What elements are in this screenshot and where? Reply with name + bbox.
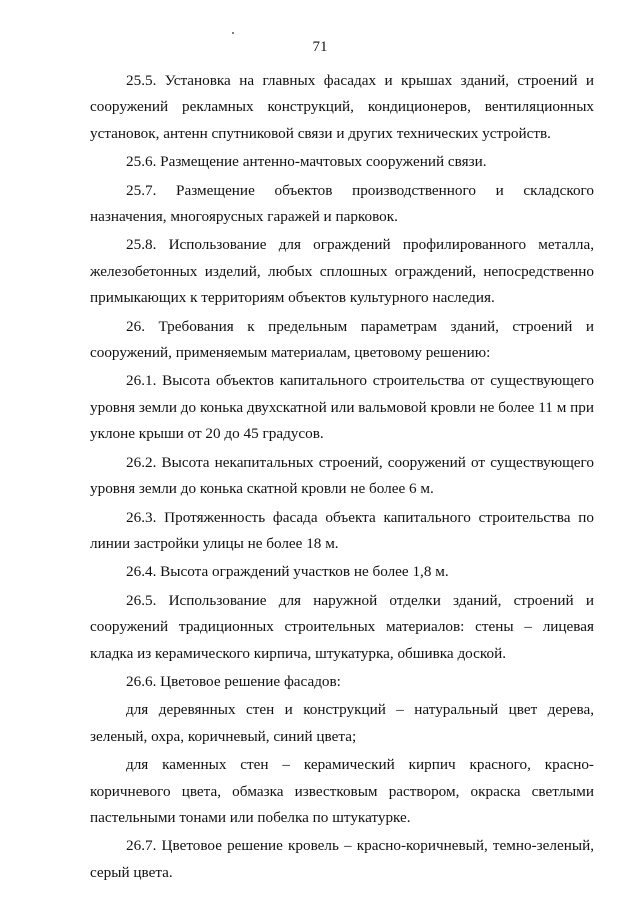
paragraph-wooden-walls: для деревянных стен и конструкций – натуральный цвет дерева, зеленый, охра, коричневый, синий цвета;	[90, 701, 594, 745]
paragraph-26-5: 26.5. Использование для наружной отделки зданий, строений и сооружений традиционных строительных материалов: стены – лицевая кладка из керамического кирпича, штукатурка, обшивка доской.	[90, 591, 594, 662]
paragraph-25-7: 25.7. Размещение объектов производственного и складского назначения, многоярусных гаражей и парковок.	[90, 181, 594, 226]
page-number: 71	[312, 39, 328, 55]
document-body	[90, 68, 594, 888]
paragraph-25-6: 25.6. Размещение антенно-мачтовых сооружений связи.	[126, 153, 487, 171]
paragraph-stone-walls: для каменных стен – керамический кирпич красного, красно-коричневого цвета, обмазка известковым раствором, окраска светлыми пастельными тонами или побелка по штукатурке.	[90, 756, 594, 826]
paragraph-26-3: 26.3. Протяженность фасада объекта капитального строительства по линии застройки улицы не более 18 м.	[90, 508, 594, 552]
paragraph-26-7: 26.7. Цветовое решение кровель – красно-коричневый, темно-зеленый, серый цвета.	[90, 837, 594, 881]
paragraph-26-6: 26.6. Цветовое решение фасадов:	[126, 672, 341, 690]
paragraph-26: 26. Требования к предельным параметрам зданий, строений и сооружений, применяемым материалам, цветовому решению:	[90, 317, 594, 362]
scan-speck	[232, 32, 234, 34]
paragraph-26-4: 26.4. Высота ограждений участков не более 1,8 м.	[126, 563, 449, 581]
paragraph-25-8: 25.8. Использование для ограждений профилированного металла, железобетонных изделий, любых сплошных ограждений, непосредственно примыкающих к территориям объектов культурного наследия.	[90, 236, 594, 307]
paragraph-26-2: 26.2. Высота некапитальных строений, сооружений от существующего уровня земли до конька скатной кровли не более 6 м.	[90, 453, 594, 498]
paragraph-25-5: 25.5. Установка на главных фасадах и крышах зданий, строений и сооружений рекламных конструкций, кондиционеров, вентиляционных установок, антенн спутниковой связи и других технических устройств.	[90, 72, 594, 142]
paragraph-26-1: 26.1. Высота объектов капитального строительства от существующего уровня земли до конька двухскатной или вальмовой кровли не более 11 м при уклоне крыши от 20 до 45 градусов.	[90, 372, 594, 443]
